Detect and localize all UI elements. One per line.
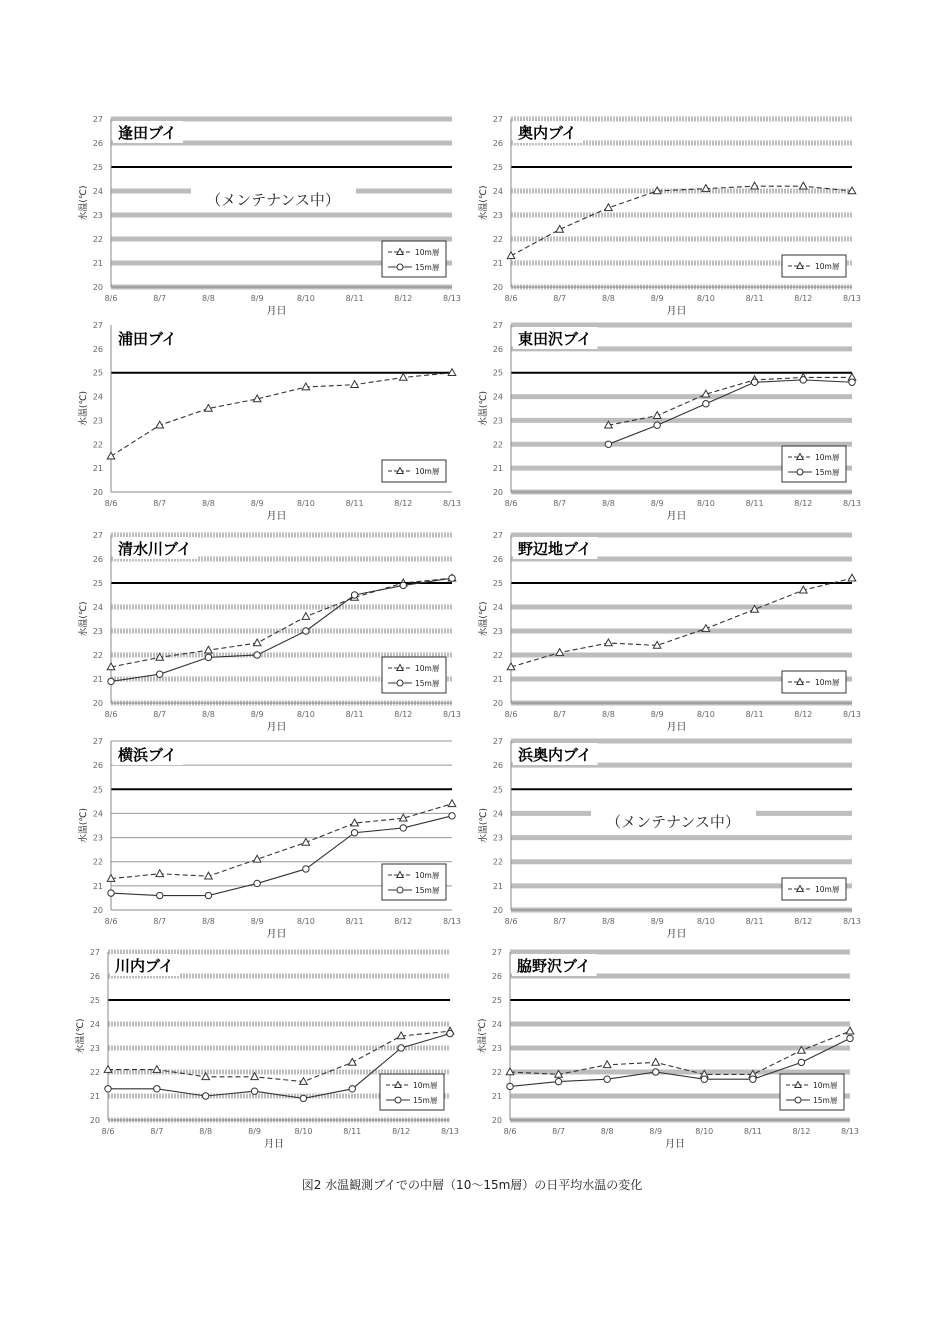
y-tick-label: 25: [92, 579, 103, 588]
x-tick-label: 8/10: [296, 499, 315, 508]
y-axis-label: 水温(℃): [479, 601, 489, 637]
x-axis-label: 月日: [666, 929, 687, 940]
y-tick-label: 21: [92, 259, 103, 268]
legend-label: 10m層: [815, 262, 840, 271]
data-point-15m: [254, 652, 260, 658]
y-tick-label: 24: [492, 392, 503, 402]
y-tick-label: 23: [92, 627, 103, 636]
legend-marker: [795, 1097, 801, 1103]
x-tick-label: 8/13: [443, 710, 461, 719]
x-tick-label: 8/7: [153, 499, 167, 508]
y-tick-label: 26: [492, 139, 503, 148]
x-tick-label: 8/6: [504, 499, 518, 508]
x-tick-label: 8/10: [695, 1127, 714, 1136]
x-tick-label: 8/12: [394, 499, 413, 508]
x-tick-label: 8/11: [345, 917, 364, 926]
chart-panel-8: [477, 737, 861, 940]
x-tick-label: 8/10: [294, 1127, 313, 1136]
x-tick-label: 8/10: [696, 917, 715, 926]
x-tick-label: 8/6: [504, 710, 518, 719]
y-tick-label: 22: [492, 651, 503, 660]
legend-label: 10m層: [415, 467, 440, 476]
x-tick-label: 8/13: [443, 499, 461, 508]
y-axis-label: 水温(℃): [79, 390, 89, 427]
chart-title: 浜奥内ブイ: [518, 746, 592, 764]
y-tick-label: 20: [92, 283, 103, 292]
x-tick-label: 8/9: [649, 1127, 663, 1136]
x-tick-label: 8/13: [843, 499, 861, 508]
chart-panel-5: [77, 531, 461, 733]
y-tick-label: 26: [92, 139, 103, 148]
x-tick-label: 8/6: [104, 710, 118, 719]
y-axis-label: 水温(℃): [79, 807, 89, 844]
x-tick-label: 8/8: [601, 710, 615, 719]
chart-panel-1: [77, 115, 461, 317]
x-tick-label: 8/10: [296, 917, 315, 926]
y-tick-label: 22: [492, 857, 503, 867]
data-point-10m: [848, 574, 856, 581]
chart-title: 横浜ブイ: [118, 746, 177, 764]
chart-panel-4: [477, 321, 861, 522]
data-point-15m: [654, 422, 660, 428]
y-tick-label: 27: [491, 948, 502, 957]
data-point-10m: [556, 649, 564, 656]
x-tick-label: 8/10: [696, 294, 715, 303]
y-tick-label: 27: [492, 321, 503, 330]
y-tick-label: 26: [491, 972, 502, 981]
x-tick-label: 8/6: [503, 1127, 517, 1136]
x-tick-label: 8/7: [153, 917, 167, 926]
y-tick-label: 24: [89, 1020, 100, 1029]
y-axis-label: 水温(℃): [76, 1018, 86, 1054]
x-tick-label: 8/12: [794, 294, 813, 303]
series-line-15m: [608, 380, 852, 444]
data-point-10m: [399, 373, 407, 380]
data-point-15m: [701, 1076, 707, 1082]
y-tick-label: 20: [92, 906, 103, 915]
data-point-10m: [107, 452, 115, 459]
y-tick-label: 22: [492, 235, 503, 244]
x-tick-label: 8/7: [153, 294, 167, 303]
x-tick-label: 8/11: [743, 1127, 762, 1136]
chart-panel-3: [77, 321, 461, 522]
legend-label: 10m層: [815, 453, 840, 462]
y-tick-label: 24: [92, 809, 103, 819]
x-axis-label: 月日: [266, 722, 287, 733]
x-tick-label: 8/11: [345, 294, 364, 303]
x-tick-label: 8/13: [443, 294, 461, 303]
data-point-10m: [507, 252, 515, 259]
x-tick-label: 8/9: [650, 294, 664, 303]
y-tick-label: 24: [92, 392, 103, 402]
chart-title: 浦田ブイ: [118, 330, 177, 348]
data-point-10m: [205, 646, 213, 653]
y-tick-label: 26: [492, 555, 503, 564]
x-axis-label: 月日: [666, 722, 687, 733]
data-point-15m: [849, 379, 855, 385]
chart-panel-6: [477, 531, 861, 733]
data-point-15m: [398, 1045, 404, 1051]
chart-title: 東田沢ブイ: [518, 330, 592, 348]
x-tick-label: 8/12: [792, 1127, 811, 1136]
data-point-15m: [507, 1083, 513, 1089]
legend-marker: [397, 680, 403, 686]
legend-label: 15m層: [813, 1096, 838, 1105]
data-point-10m: [205, 405, 213, 412]
x-tick-label: 8/13: [443, 917, 461, 926]
y-tick-label: 23: [491, 1044, 502, 1053]
data-point-15m: [449, 575, 455, 581]
legend-marker: [397, 264, 403, 270]
y-tick-label: 26: [89, 972, 100, 981]
y-axis-label: 水温(℃): [479, 390, 489, 427]
y-tick-label: 25: [92, 163, 103, 172]
y-tick-label: 25: [491, 996, 502, 1005]
chart-title: 野辺地ブイ: [518, 540, 592, 558]
x-tick-label: 8/10: [296, 710, 315, 719]
y-tick-label: 23: [92, 833, 103, 843]
y-tick-label: 20: [492, 283, 503, 292]
data-point-15m: [108, 678, 114, 684]
x-tick-label: 8/11: [345, 710, 364, 719]
y-axis-label: 水温(℃): [479, 185, 489, 221]
data-point-15m: [449, 813, 455, 819]
y-tick-label: 25: [492, 163, 503, 172]
x-axis-label: 月日: [665, 1139, 685, 1150]
x-tick-label: 8/9: [650, 710, 664, 719]
figure-caption: 図2 水温観測ブイでの中層（10〜15m層）の日平均水温の変化: [301, 1178, 643, 1192]
legend-label: 10m層: [415, 664, 440, 673]
data-point-15m: [351, 830, 357, 836]
x-tick-label: 8/9: [650, 499, 664, 508]
x-tick-label: 8/7: [552, 1127, 566, 1136]
x-tick-label: 8/7: [553, 710, 567, 719]
data-point-15m: [300, 1095, 306, 1101]
y-tick-label: 24: [92, 187, 103, 196]
y-tick-label: 23: [492, 627, 503, 636]
y-tick-label: 20: [491, 1116, 502, 1125]
y-tick-label: 21: [491, 1092, 502, 1101]
x-tick-label: 8/12: [394, 294, 413, 303]
y-tick-label: 22: [491, 1068, 502, 1077]
y-tick-label: 26: [92, 761, 103, 771]
y-tick-label: 27: [89, 948, 100, 957]
legend-label: 15m層: [815, 468, 840, 477]
y-tick-label: 23: [92, 416, 103, 426]
y-axis-label: 水温(℃): [79, 601, 89, 637]
x-tick-label: 8/11: [345, 499, 364, 508]
y-tick-label: 20: [492, 906, 503, 915]
x-tick-label: 8/6: [504, 294, 518, 303]
data-point-15m: [400, 825, 406, 831]
data-point-10m: [348, 1058, 356, 1065]
legend-marker: [797, 469, 803, 475]
y-tick-label: 26: [92, 555, 103, 564]
legend-label: 15m層: [415, 679, 440, 688]
y-tick-label: 20: [492, 488, 503, 497]
x-tick-label: 8/12: [394, 710, 413, 719]
y-tick-label: 22: [92, 235, 103, 244]
x-tick-label: 8/12: [392, 1127, 411, 1136]
y-tick-label: 20: [89, 1116, 100, 1125]
data-point-15m: [254, 880, 260, 886]
chart-panel-2: [477, 115, 861, 317]
data-point-15m: [751, 379, 757, 385]
x-tick-label: 8/8: [201, 499, 215, 508]
y-tick-label: 22: [92, 440, 103, 450]
legend-label: 15m層: [415, 886, 440, 895]
chart-title: 川内ブイ: [115, 957, 174, 975]
y-tick-label: 21: [492, 464, 503, 474]
x-tick-label: 8/7: [150, 1127, 164, 1136]
data-point-15m: [800, 377, 806, 383]
x-tick-label: 8/9: [250, 917, 264, 926]
y-tick-label: 27: [92, 531, 103, 540]
y-tick-label: 27: [92, 321, 103, 330]
x-tick-label: 8/8: [199, 1127, 213, 1136]
x-tick-label: 8/10: [696, 710, 715, 719]
y-tick-label: 26: [92, 344, 103, 354]
x-tick-label: 8/13: [841, 1127, 859, 1136]
data-point-10m: [652, 1058, 660, 1065]
y-tick-label: 21: [492, 259, 503, 268]
y-tick-label: 24: [492, 809, 503, 819]
y-tick-label: 23: [492, 211, 503, 220]
data-point-10m: [253, 639, 261, 646]
x-tick-label: 8/6: [104, 294, 118, 303]
x-tick-label: 8/7: [553, 294, 567, 303]
x-tick-label: 8/11: [343, 1127, 362, 1136]
x-tick-label: 8/12: [794, 917, 813, 926]
y-tick-label: 27: [492, 531, 503, 540]
y-tick-label: 26: [492, 761, 503, 771]
x-tick-label: 8/6: [101, 1127, 115, 1136]
chart-panel-7: [77, 737, 461, 940]
x-tick-label: 8/6: [504, 917, 518, 926]
y-tick-label: 21: [92, 464, 103, 474]
y-tick-label: 21: [92, 881, 103, 891]
x-axis-label: 月日: [666, 306, 687, 317]
data-point-15m: [205, 892, 211, 898]
x-axis-label: 月日: [266, 929, 287, 940]
data-point-10m: [605, 204, 613, 211]
data-point-10m: [799, 182, 807, 189]
data-point-10m: [104, 1066, 112, 1073]
x-tick-label: 8/8: [600, 1127, 614, 1136]
data-point-10m: [605, 639, 613, 646]
y-tick-label: 23: [492, 416, 503, 426]
y-axis-label: 水温(℃): [79, 185, 89, 221]
y-tick-label: 27: [92, 737, 103, 746]
x-tick-label: 8/7: [553, 499, 567, 508]
x-tick-label: 8/8: [601, 294, 615, 303]
data-point-10m: [448, 800, 456, 807]
data-point-10m: [846, 1027, 854, 1034]
chart-panel-9: [74, 948, 459, 1150]
y-axis-label: 水温(℃): [478, 1018, 488, 1054]
data-point-15m: [157, 671, 163, 677]
data-point-15m: [154, 1086, 160, 1092]
data-point-15m: [447, 1030, 453, 1036]
data-point-15m: [847, 1035, 853, 1041]
y-tick-label: 21: [92, 675, 103, 684]
y-tick-label: 24: [492, 603, 503, 612]
chart-title: 清水川ブイ: [118, 540, 192, 558]
x-tick-label: 8/9: [250, 499, 264, 508]
x-tick-label: 8/8: [601, 917, 615, 926]
data-point-15m: [157, 892, 163, 898]
legend-label: 10m層: [815, 885, 840, 894]
x-tick-label: 8/11: [745, 710, 764, 719]
y-tick-label: 25: [492, 579, 503, 588]
data-point-10m: [153, 1066, 161, 1073]
y-tick-label: 25: [492, 785, 503, 795]
data-point-15m: [303, 866, 309, 872]
x-tick-label: 8/13: [843, 917, 861, 926]
chart-title: 奥内ブイ: [518, 124, 577, 142]
data-point-10m: [302, 613, 310, 620]
x-tick-label: 8/13: [843, 710, 861, 719]
x-tick-label: 8/12: [794, 499, 813, 508]
y-tick-label: 23: [492, 833, 503, 843]
legend-marker: [397, 887, 403, 893]
y-tick-label: 27: [492, 115, 503, 124]
chart-title: 脇野沢ブイ: [517, 957, 591, 975]
x-axis-label: 月日: [266, 511, 287, 522]
data-point-15m: [108, 890, 114, 896]
y-tick-label: 27: [492, 737, 503, 746]
y-tick-label: 21: [492, 881, 503, 891]
y-axis-label: 水温(℃): [479, 807, 489, 844]
y-tick-label: 25: [89, 996, 100, 1005]
x-tick-label: 8/8: [201, 710, 215, 719]
data-point-10m: [351, 819, 359, 826]
x-axis-label: 月日: [264, 1139, 284, 1150]
maintenance-note: （メンテナンス中）: [606, 813, 740, 831]
data-point-15m: [750, 1076, 756, 1082]
x-tick-label: 8/13: [843, 294, 861, 303]
y-tick-label: 24: [492, 187, 503, 196]
series-line-10m: [511, 186, 852, 256]
data-point-10m: [156, 870, 164, 877]
data-point-15m: [351, 592, 357, 598]
x-tick-label: 8/13: [441, 1127, 459, 1136]
y-tick-label: 20: [92, 488, 103, 497]
data-point-15m: [400, 582, 406, 588]
y-tick-label: 21: [492, 675, 503, 684]
data-point-15m: [703, 401, 709, 407]
y-tick-label: 22: [89, 1068, 100, 1077]
y-tick-label: 20: [92, 699, 103, 708]
data-point-15m: [798, 1059, 804, 1065]
x-tick-label: 8/12: [794, 710, 813, 719]
data-point-15m: [653, 1069, 659, 1075]
x-tick-label: 8/7: [153, 710, 167, 719]
data-point-10m: [253, 855, 261, 862]
y-tick-label: 24: [92, 603, 103, 612]
data-point-15m: [251, 1088, 257, 1094]
chart-panel-10: [476, 948, 859, 1150]
y-tick-label: 22: [92, 651, 103, 660]
x-tick-label: 8/11: [745, 917, 764, 926]
y-tick-label: 25: [92, 785, 103, 795]
y-tick-label: 22: [92, 857, 103, 867]
x-tick-label: 8/8: [601, 499, 615, 508]
data-point-15m: [203, 1093, 209, 1099]
x-tick-label: 8/12: [394, 917, 413, 926]
y-tick-label: 23: [92, 211, 103, 220]
x-tick-label: 8/10: [296, 294, 315, 303]
y-tick-label: 24: [491, 1020, 502, 1029]
x-tick-label: 8/9: [650, 917, 664, 926]
data-point-15m: [605, 441, 611, 447]
y-tick-label: 23: [89, 1044, 100, 1053]
y-tick-label: 25: [92, 368, 103, 378]
chart-title: 逢田ブイ: [118, 124, 177, 142]
x-tick-label: 8/6: [104, 499, 118, 508]
x-tick-label: 8/6: [104, 917, 118, 926]
y-tick-label: 20: [492, 699, 503, 708]
data-point-15m: [349, 1086, 355, 1092]
y-tick-label: 27: [92, 115, 103, 124]
data-point-15m: [303, 628, 309, 634]
data-point-10m: [751, 182, 759, 189]
x-tick-label: 8/10: [696, 499, 715, 508]
data-point-10m: [251, 1073, 259, 1080]
legend-label: 15m層: [415, 263, 440, 272]
x-tick-label: 8/11: [745, 499, 764, 508]
x-tick-label: 8/8: [201, 917, 215, 926]
legend-label: 10m層: [813, 1081, 838, 1090]
x-tick-label: 8/9: [250, 710, 264, 719]
x-tick-label: 8/9: [250, 294, 264, 303]
legend-label: 10m層: [415, 871, 440, 880]
data-point-15m: [205, 654, 211, 660]
legend-marker: [395, 1097, 401, 1103]
x-tick-label: 8/11: [745, 294, 764, 303]
x-tick-label: 8/9: [248, 1127, 262, 1136]
data-point-15m: [555, 1078, 561, 1084]
x-tick-label: 8/8: [201, 294, 215, 303]
y-tick-label: 25: [492, 368, 503, 378]
x-axis-label: 月日: [666, 511, 687, 522]
series-line-10m: [111, 373, 452, 457]
y-tick-label: 22: [492, 440, 503, 450]
legend-label: 10m層: [413, 1081, 438, 1090]
y-tick-label: 26: [492, 344, 503, 354]
legend-label: 10m層: [415, 248, 440, 257]
x-axis-label: 月日: [266, 306, 287, 317]
legend-label: 10m層: [815, 678, 840, 687]
y-tick-label: 21: [89, 1092, 100, 1101]
x-tick-label: 8/7: [553, 917, 567, 926]
legend-label: 15m層: [413, 1096, 438, 1105]
data-point-15m: [105, 1086, 111, 1092]
maintenance-note: （メンテナンス中）: [206, 191, 340, 209]
data-point-15m: [604, 1076, 610, 1082]
